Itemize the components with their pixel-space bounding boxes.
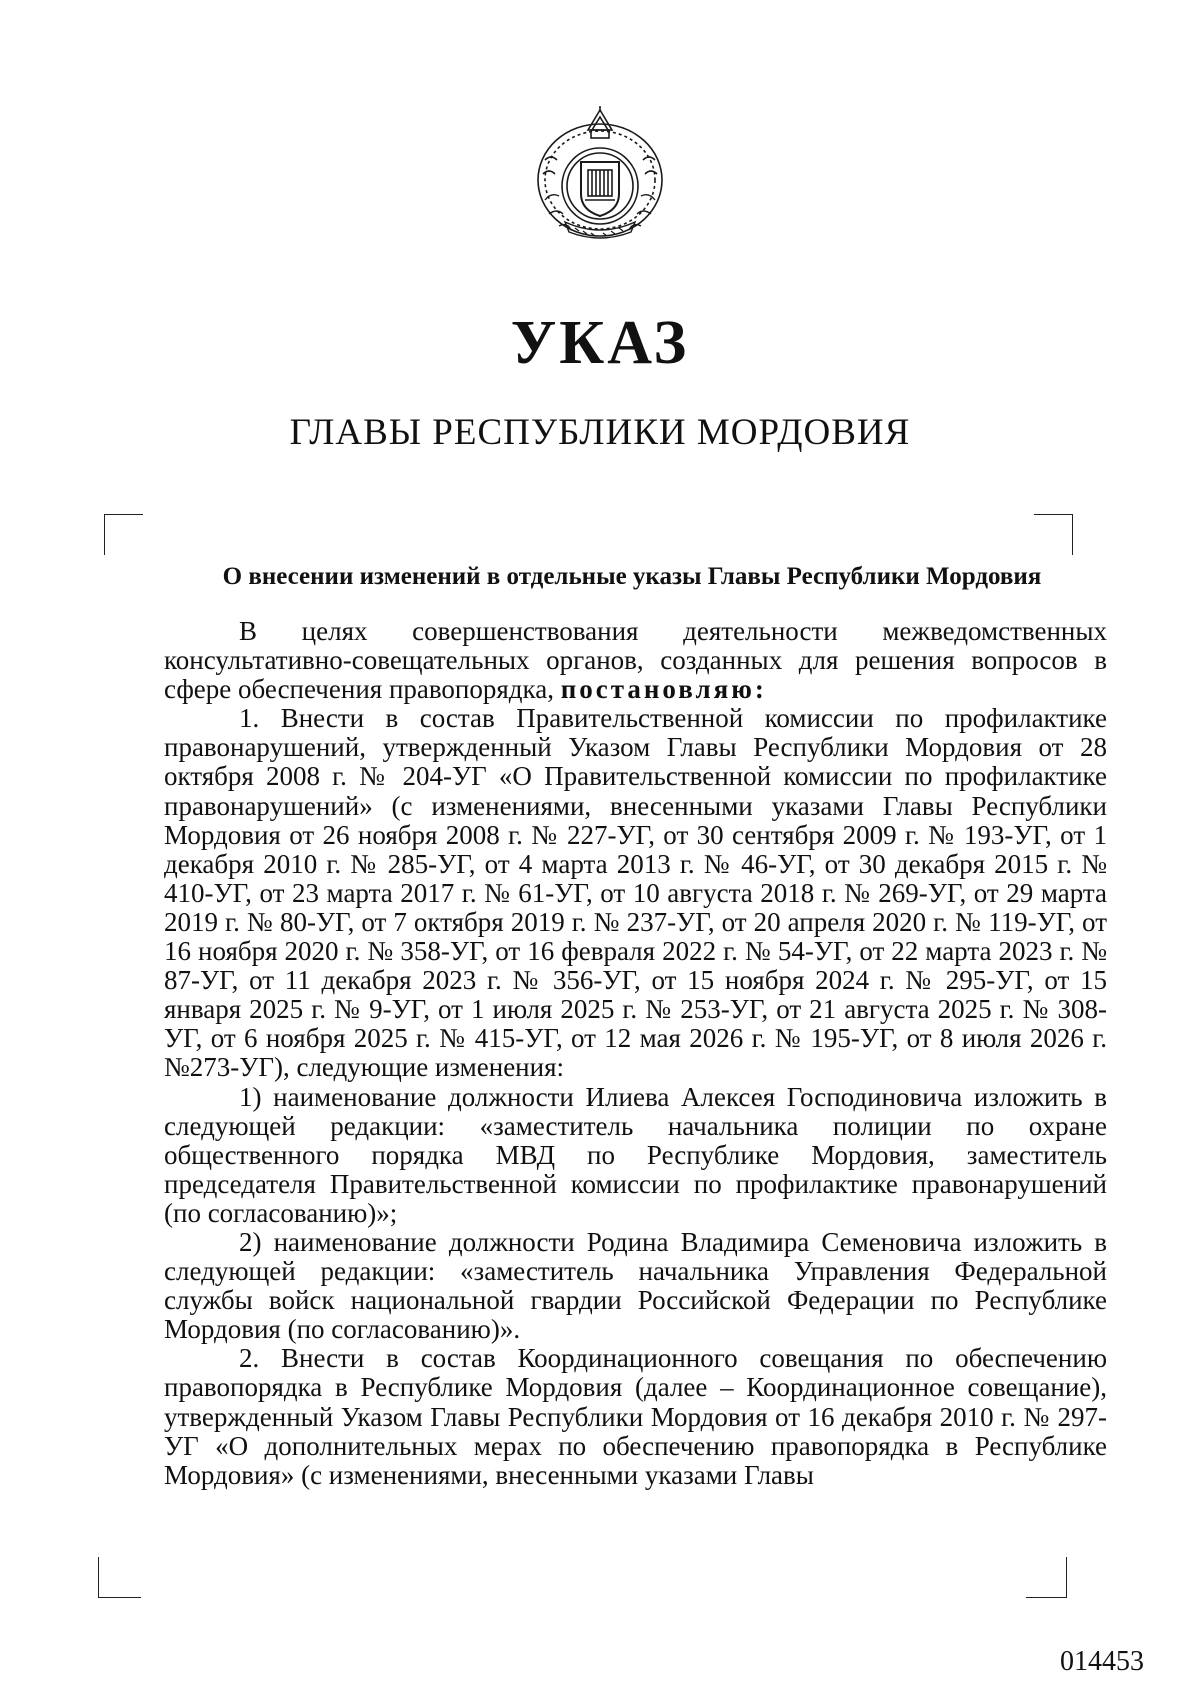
- corner-mark-bottom-left: [98, 1557, 141, 1598]
- corner-mark-top-right: [1034, 514, 1073, 555]
- corner-mark-top-left: [104, 514, 143, 555]
- coat-of-arms-emblem-icon: [531, 104, 669, 244]
- paragraph-item-1: 1. Внести в состав Правительственной комиссии по профилактике правонарушений, утвержденный Указом Главы Республики Мордовия от 28 октября 2008 г. № 204-УГ «О Правительственной комиссии по профилактике правонарушений» (с изменениями, внесенными указами Главы Республики Мордовия от 26 ноября 2008 г. № 227-УГ, от 30 сентября 2009 г. № 193-УГ, от 1 декабря 2010 г. № 285-УГ, от 4 марта 2013 г. № 46-УГ, от 30 декабря 2015 г. № 410-УГ, от 23 марта 2017 г. № 61-УГ, от 10 августа 2018 г. № 269-УГ, от 29 марта 2019 г. № 80-УГ, от 7 октября 2019 г. № 237-УГ, от 20 апреля 2020 г. № 119-УГ, от 16 ноября 2020 г. № 358-УГ, от 16 февраля 2022 г. № 54-УГ, от 22 марта 2023 г. № 87-УГ, от 11 декабря 2023 г. № 356-УГ, от 15 ноября 2024 г. № 295-УГ, от 15 января 2025 г. № 9-УГ, от 1 июля 2025 г. № 253-УГ, от 21 августа 2025 г. № 308-УГ, от 6 ноября 2025 г. № 415-УГ, от 12 мая 2026 г. № 195-УГ, от 8 июля 2026 г. №273-УГ), следующие изменения:: [164, 703, 1107, 1083]
- document-title: О внесении изменений в отдельные указы Главы Республики Мордовия: [222, 563, 1042, 590]
- document-body: [164, 617, 1107, 1490]
- paragraph-item-1-1: 1) наименование должности Илиева Алексея Господиновича изложить в следующей редакции: «заместитель начальника полиции по охране общественного порядка МВД по Республике Мордовия, заместитель председателя Правительственной комиссии по профилактике правонарушений (по согласованию)»;: [164, 1081, 1107, 1228]
- page-number: 014453: [1060, 1646, 1144, 1677]
- intro-text: В целях совершенствования деятельности межведомственных консультативно-совещательных органов, созданных для решения вопросов в сфере обеспечения правопорядка,: [164, 616, 1107, 705]
- document-type-heading: УКАЗ: [510, 309, 690, 377]
- document-issuer-heading: ГЛАВЫ РЕСПУБЛИКИ МОРДОВИЯ: [289, 412, 911, 453]
- paragraph-item-2: 2. Внести в состав Координационного совещания по обеспечению правопорядка в Республике Мордовия (далее – Координационное совещание), утвержденный Указом Главы Республики Мордовия от 16 декабря 2010 г. № 297-УГ «О дополнительных мерах по обеспечению правопорядка в Республике Мордовия» (с изменениями, внесенными указами Главы: [164, 1343, 1107, 1490]
- corner-mark-bottom-right: [1026, 1557, 1067, 1598]
- paragraph-item-1-2: 2) наименование должности Родина Владимира Семеновича изложить в следующей редакции: «заместитель начальника Управления Федеральной службы войск национальной гвардии Российской Федерации по Республике Мордовия (по согласованию)».: [164, 1226, 1107, 1345]
- paragraph-intro: [164, 617, 1107, 704]
- decree-verb: постановляю:: [560, 674, 767, 705]
